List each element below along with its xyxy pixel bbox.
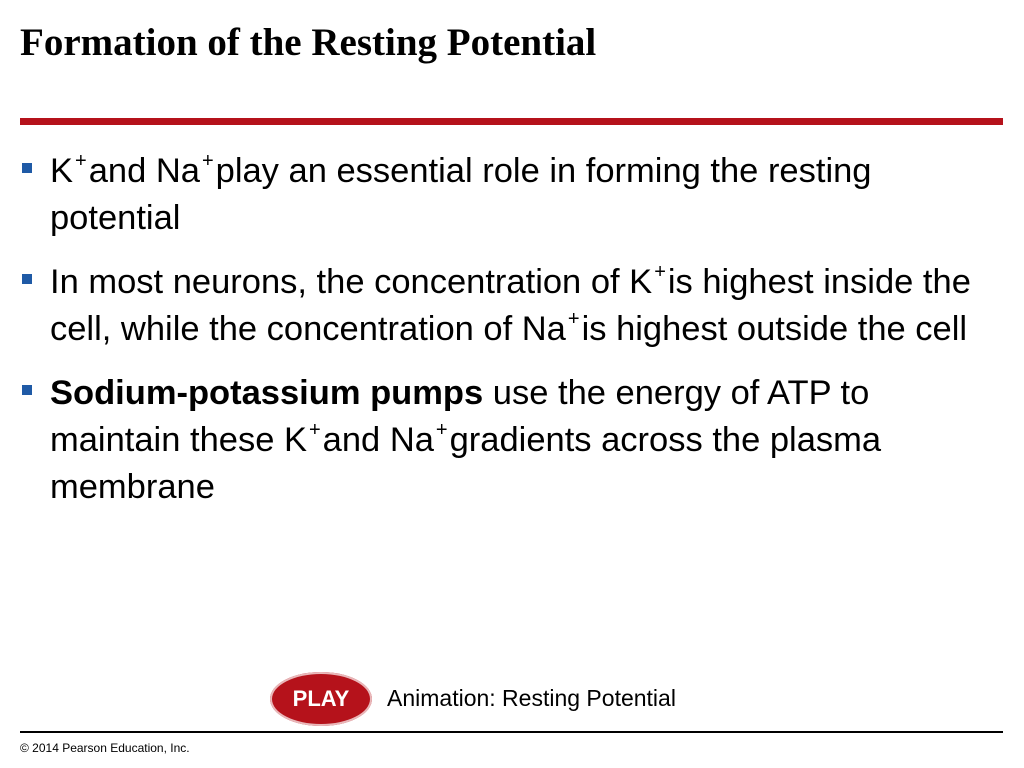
bullet-text: In most neurons, the concentration of K xyxy=(50,263,653,301)
superscript-charge: + xyxy=(567,308,580,330)
title-divider xyxy=(20,118,1003,125)
bullet-text: is highest inside the cell, while the concentration of Na xyxy=(50,263,971,348)
square-bullet-icon xyxy=(22,274,32,284)
footer-divider xyxy=(20,731,1003,733)
bullet-text: is highest outside the cell xyxy=(581,310,968,348)
square-bullet-icon xyxy=(22,385,32,395)
bullet-item xyxy=(20,370,980,511)
bullet-text: gradients across the plasma membrane xyxy=(50,421,882,506)
bullet-text: play an essential role in forming the resting potential xyxy=(50,152,872,237)
square-bullet-icon xyxy=(22,163,32,173)
superscript-charge: + xyxy=(308,419,321,441)
superscript-charge: + xyxy=(654,261,666,283)
bullet-text: use the energy of ATP to maintain these K xyxy=(50,374,870,459)
bullet-text: and Na xyxy=(88,152,200,190)
superscript-charge: + xyxy=(201,150,214,172)
bold-term: Sodium-potassium pumps xyxy=(50,374,484,412)
bullet-item xyxy=(20,148,980,242)
bullet-text: K xyxy=(50,152,74,190)
play-button[interactable]: PLAY xyxy=(270,672,372,726)
bullet-item xyxy=(20,259,980,353)
bullet-list xyxy=(20,148,980,528)
animation-label: Animation: Resting Potential xyxy=(387,685,676,711)
slide-title: Formation of the Resting Potential xyxy=(20,21,597,64)
superscript-charge: + xyxy=(75,150,87,172)
bullet-text: and Na xyxy=(322,421,434,459)
copyright-notice: © 2014 Pearson Education, Inc. xyxy=(20,741,190,755)
superscript-charge: + xyxy=(435,419,448,441)
